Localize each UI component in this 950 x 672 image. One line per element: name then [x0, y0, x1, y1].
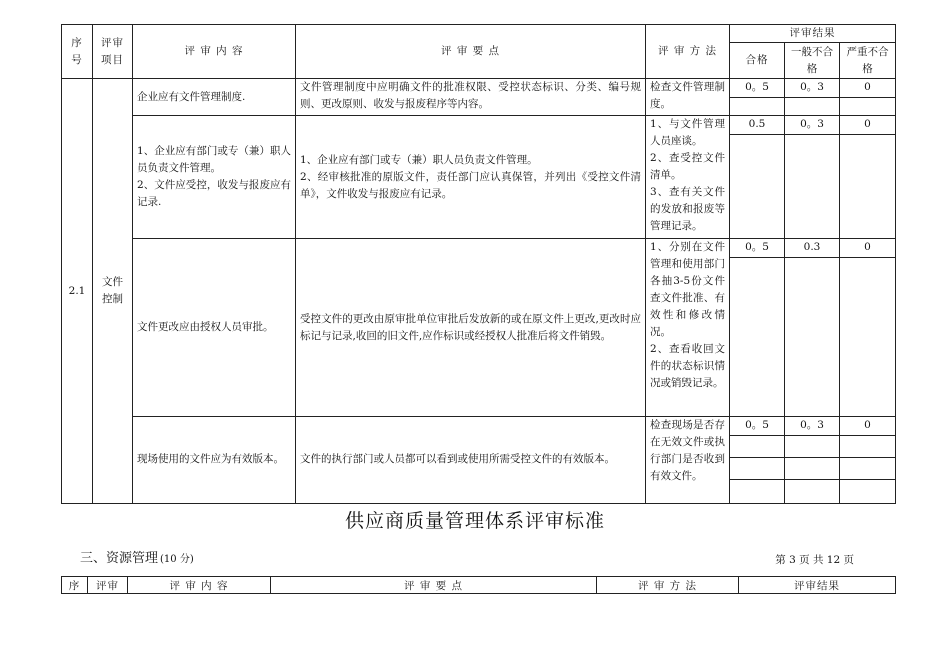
row4-content: 现场使用的文件应为有效版本。	[133, 416, 296, 503]
row3-content: 文件更改应由授权人员审批。	[133, 239, 296, 416]
row4-points: 文件的执行部门或人员都可以看到或使用所需受控文件的有效版本。	[296, 416, 646, 503]
row2-severe: 0	[840, 116, 896, 135]
row2-pass: 0.5	[730, 116, 785, 135]
row1-pass: 0。5	[730, 79, 785, 98]
row2-content: 1、企业应有部门或专（兼）职人员负责文件管理。 2、文件应受控，收发与报废应有记录.	[133, 116, 296, 239]
row4-minor: 0。3	[785, 416, 840, 435]
header-content: 评 审 内 容	[133, 25, 296, 79]
row1-severe: 0	[840, 79, 896, 98]
row1-points: 文件管理制度中应明确文件的批准权限、受控状态标识、分类、编号规则、更改原则、收发与报废程序等内容。	[296, 79, 646, 116]
row3-severe: 0	[840, 239, 896, 258]
next-header-content: 评 审 内 容	[128, 577, 271, 594]
row1-minor: 0。3	[785, 79, 840, 98]
header-method: 评 审 方 法	[646, 25, 730, 79]
section-name: 文件控制	[93, 79, 133, 504]
row4-severe: 0	[840, 416, 896, 435]
page-number: 第 3 页 共 12 页	[775, 554, 854, 566]
header-item: 评审项目	[93, 25, 133, 79]
row3-pass: 0。5	[730, 239, 785, 258]
row3-method: 1、分别在文件管理和使用部门各抽3-5份文件查文件批准、有效性和修改情况。 2、查看收回文件的状态标识情况或销毁记录。	[646, 239, 730, 416]
audit-table	[61, 24, 896, 504]
next-header-item: 评审	[88, 577, 128, 594]
next-header-seq: 序	[62, 577, 88, 594]
header-result: 评审结果	[730, 25, 896, 43]
row1-content: 企业应有文件管理制度.	[133, 79, 296, 116]
section-heading-text: 三、资源管理	[80, 551, 159, 566]
header-minor: 一般不合格	[785, 43, 840, 79]
section-points: (10 分)	[160, 554, 194, 565]
section-number: 2.1	[62, 79, 93, 504]
header-points: 评 审 要 点	[296, 25, 646, 79]
row2-method: 1、与文件管理人员座谈。 2、查受控文件清单。 3、查有关文件的发放和报废等管理记录。	[646, 116, 730, 239]
next-header-points: 评 审 要 点	[271, 577, 597, 594]
row3-points: 受控文件的更改由原审批单位审批后发放新的或在原文件上更改,更改时应标记与记录,收回的旧文件,应作标识或经授权人批准后将文件销毁。	[296, 239, 646, 416]
section-heading	[80, 547, 194, 566]
header-severe: 严重不合格	[840, 43, 896, 79]
next-header-result: 评审结果	[739, 577, 896, 594]
row2-points: 1、企业应有部门或专（兼）职人员负责文件管理。 2、经审核批准的原版文件，责任部门应认真保管，并列出《受控文件清单》，文件收发与报废应有记录。	[296, 116, 646, 239]
row2-minor: 0。3	[785, 116, 840, 135]
header-pass: 合格	[730, 43, 785, 79]
row1-method: 检查文件管理制度。	[646, 79, 730, 116]
next-header-method: 评 审 方 法	[597, 577, 739, 594]
row4-method: 检查现场是否存在无效文件或执行部门是否收到有效文件。	[646, 416, 730, 503]
header-seq: 序号	[62, 25, 93, 79]
next-table-header	[61, 576, 896, 594]
row3-minor: 0.3	[785, 239, 840, 258]
row4-pass: 0。5	[730, 416, 785, 435]
document-title: 供应商质量管理体系评审标准	[344, 510, 605, 532]
